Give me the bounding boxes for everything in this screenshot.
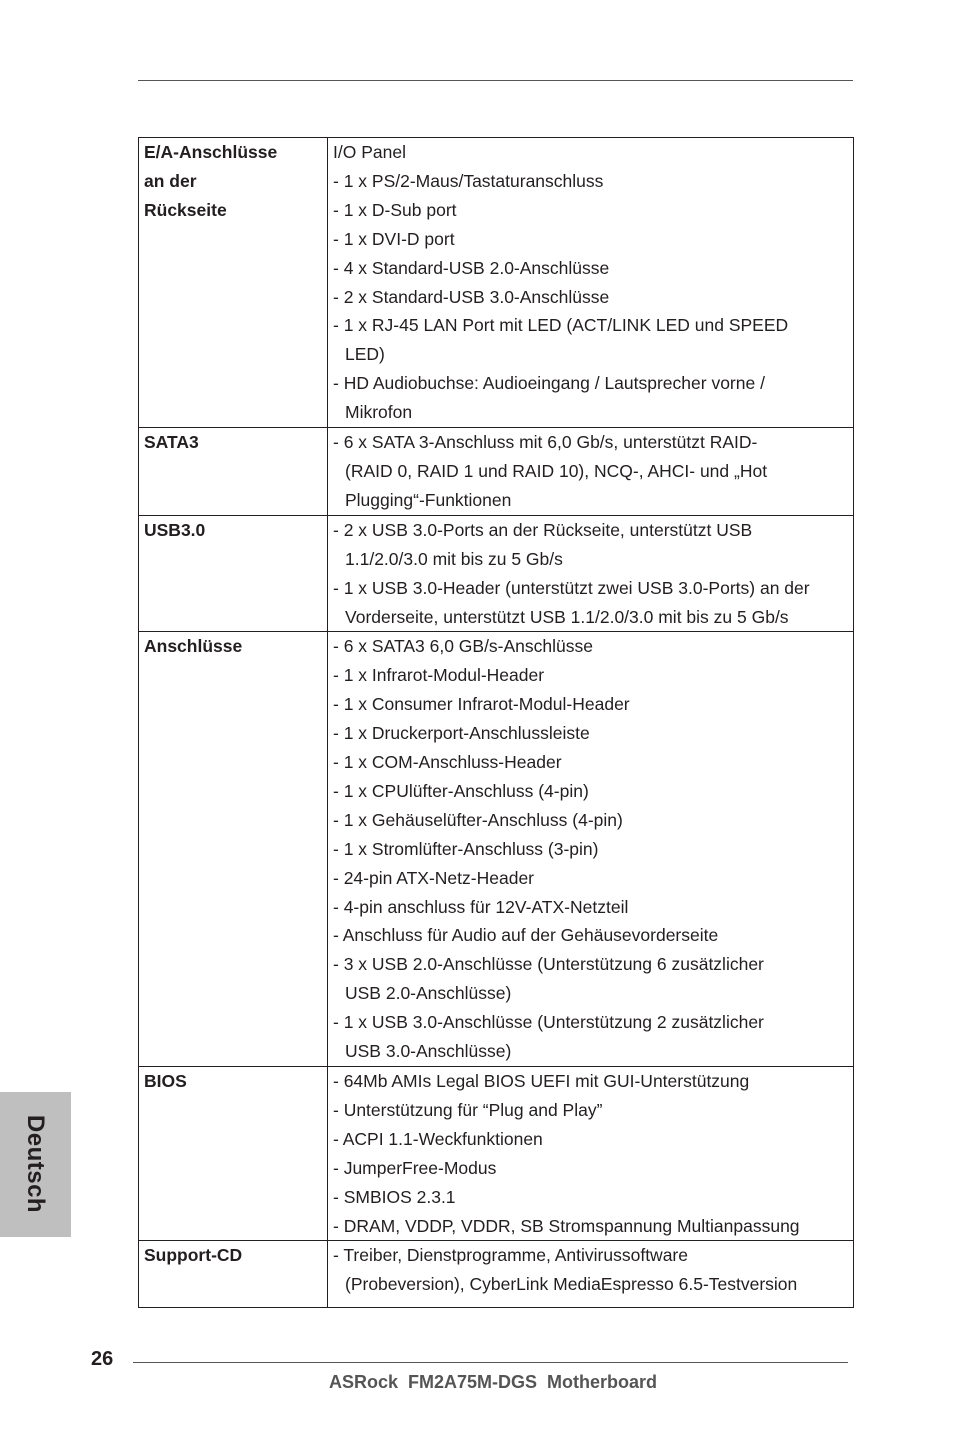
spec-value bbox=[328, 632, 854, 1067]
spec-value-line: - 1 x RJ-45 LAN Port mit LED (ACT/LINK LED und SPEED bbox=[333, 315, 789, 336]
spec-value-line: - 6 x SATA3 6,0 GB/s-Anschlüsse bbox=[333, 636, 594, 657]
spec-value-line: - 1 x USB 3.0-Header (unterstützt zwei USB 3.0-Ports) an der bbox=[333, 577, 810, 598]
spec-value-line: - 1 x Consumer Infrarot-Modul-Header bbox=[333, 694, 630, 715]
spec-value-line: - 1 x Gehäuselüfter-Anschluss (4-pin) bbox=[333, 809, 623, 830]
spec-row bbox=[139, 1067, 854, 1241]
spec-value-line: - 2 x Standard-USB 3.0-Anschlüsse bbox=[333, 286, 610, 307]
spec-value-line: - 3 x USB 2.0-Anschlüsse (Unterstützung 6 zusätzlicher bbox=[333, 954, 764, 975]
spec-value-line: - 1 x D-Sub port bbox=[333, 199, 457, 220]
spec-value bbox=[328, 138, 854, 428]
spec-label bbox=[139, 1067, 328, 1241]
spec-value-line: - 1 x Stromlüfter-Anschluss (3-pin) bbox=[333, 838, 599, 859]
spec-value-line: - ACPI 1.1-Weckfunktionen bbox=[333, 1128, 543, 1149]
top-rule bbox=[138, 80, 853, 81]
spec-value-line: - 1 x DVI-D port bbox=[333, 228, 455, 249]
spec-value-line: - DRAM, VDDP, VDDR, SB Stromspannung Multianpassung bbox=[333, 1215, 800, 1236]
spec-label-line: USB3.0 bbox=[144, 519, 206, 540]
spec-label-line: Anschlüsse bbox=[144, 636, 243, 657]
spec-value bbox=[328, 1241, 854, 1308]
spec-label bbox=[139, 632, 328, 1067]
spec-row bbox=[139, 428, 854, 516]
spec-value-line: - 6 x SATA 3-Anschluss mit 6,0 Gb/s, unterstützt RAID- bbox=[333, 432, 758, 453]
language-tab-label: Deutsch bbox=[22, 1114, 49, 1214]
spec-value-line: - 24-pin ATX-Netz-Header bbox=[333, 867, 535, 888]
spec-value-line: Vorderseite, unterstützt USB 1.1/2.0/3.0 mit bis zu 5 Gb/s bbox=[345, 606, 789, 627]
spec-value-line: - 1 x Infrarot-Modul-Header bbox=[333, 665, 545, 686]
bottom-rule bbox=[133, 1362, 848, 1363]
spec-value bbox=[328, 515, 854, 632]
spec-row bbox=[139, 515, 854, 632]
spec-label bbox=[139, 138, 328, 428]
spec-value-line: - Anschluss für Audio auf der Gehäusevorderseite bbox=[333, 925, 719, 946]
spec-value bbox=[328, 1067, 854, 1241]
spec-value-line: LED) bbox=[345, 344, 385, 365]
spec-row bbox=[139, 632, 854, 1067]
specifications-table bbox=[138, 137, 854, 1308]
spec-label-line: E/A-Anschlüsse bbox=[144, 142, 278, 162]
spec-label-line: Support-CD bbox=[144, 1245, 243, 1266]
spec-value-line: USB 2.0-Anschlüsse) bbox=[345, 983, 512, 1004]
spec-value-line: (Probeversion), CyberLink MediaEspresso 6.5-Testversion bbox=[345, 1274, 798, 1295]
spec-value-line: (RAID 0, RAID 1 und RAID 10), NCQ-, AHCI- und „Hot bbox=[345, 460, 768, 481]
spec-value-line: Plugging“-Funktionen bbox=[345, 489, 512, 510]
language-tab bbox=[0, 1092, 71, 1237]
spec-value-line: - 1 x Druckerport-Anschlussleiste bbox=[333, 723, 590, 744]
spec-value-line: - HD Audiobuchse: Audioeingang / Lautsprecher vorne / bbox=[333, 373, 765, 394]
spec-value-line: - JumperFree-Modus bbox=[333, 1157, 497, 1178]
spec-row bbox=[139, 1241, 854, 1308]
spec-value-line: - 1 x PS/2-Maus/Tastaturanschluss bbox=[333, 170, 604, 191]
spec-label-line: SATA3 bbox=[144, 432, 199, 453]
spec-value-line: - 1 x CPUlüfter-Anschluss (4-pin) bbox=[333, 780, 589, 801]
spec-label bbox=[139, 515, 328, 632]
spec-value-line: - Unterstützung für “Plug and Play” bbox=[333, 1099, 603, 1120]
spec-label-line: an der bbox=[144, 170, 197, 191]
spec-value-line: - 1 x COM-Anschluss-Header bbox=[333, 752, 562, 773]
spec-value-line: - 64Mb AMIs Legal BIOS UEFI mit GUI-Unterstützung bbox=[333, 1071, 750, 1091]
specifications-body bbox=[139, 138, 854, 1308]
spec-label-line: Rückseite bbox=[144, 199, 227, 220]
spec-value-line: Mikrofon bbox=[345, 402, 413, 423]
spec-value-line: USB 3.0-Anschlüsse) bbox=[345, 1041, 512, 1062]
page-number: 26 bbox=[91, 1348, 114, 1370]
spec-value-line: - 4 x Standard-USB 2.0-Anschlüsse bbox=[333, 257, 610, 278]
spec-value-line: I/O Panel bbox=[333, 142, 406, 162]
spec-value-line: - 4-pin anschluss für 12V-ATX-Netzteil bbox=[333, 896, 629, 917]
spec-value-line: - SMBIOS 2.3.1 bbox=[333, 1186, 456, 1207]
spec-value-line: - Treiber, Dienstprogramme, Antivirussoftware bbox=[333, 1245, 688, 1266]
spec-label bbox=[139, 1241, 328, 1308]
spec-label-line: BIOS bbox=[144, 1071, 187, 1091]
spec-row bbox=[139, 138, 854, 428]
spec-value bbox=[328, 428, 854, 516]
spec-value-line: - 1 x USB 3.0-Anschlüsse (Unterstützung 2 zusätzlicher bbox=[333, 1012, 764, 1033]
footer-title: ASRock FM2A75M-DGS Motherboard bbox=[329, 1372, 658, 1392]
spec-value-line: 1.1/2.0/3.0 mit bis zu 5 Gb/s bbox=[345, 548, 563, 569]
spec-label bbox=[139, 428, 328, 516]
spec-value-line: - 2 x USB 3.0-Ports an der Rückseite, unterstützt USB bbox=[333, 519, 753, 540]
